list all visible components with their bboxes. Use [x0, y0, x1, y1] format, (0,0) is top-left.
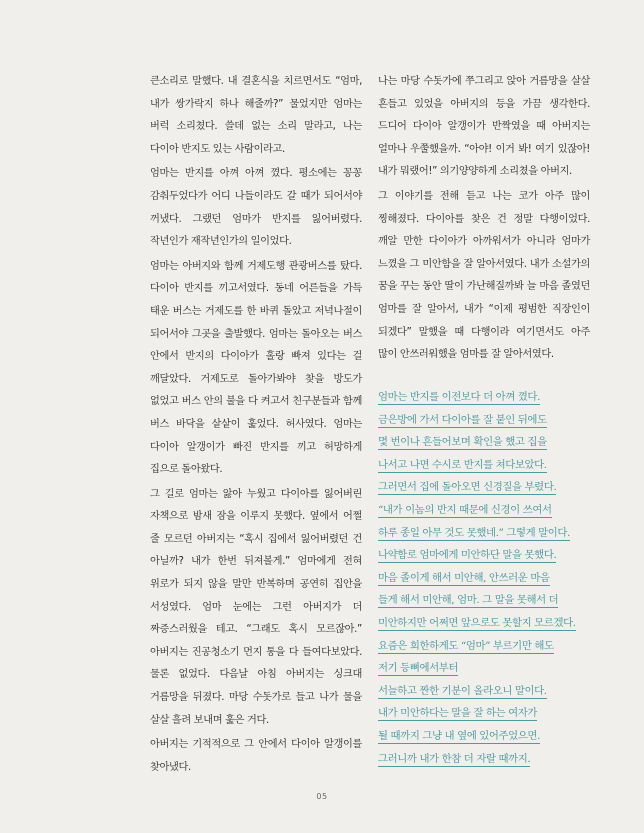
poem-line	[378, 544, 608, 567]
poem-line	[378, 386, 608, 409]
poem-line-text: 몇 번이나 흔들어보며 확인을 했고 집을	[378, 436, 547, 449]
poem-line-text: 요즘은 희한하게도 “엄마” 부르기만 해도	[378, 639, 554, 652]
poem-line-text: 그러니까 내가 한참 더 자랄 때까지.	[378, 752, 531, 765]
poem-line	[378, 635, 608, 658]
right-column	[378, 71, 590, 369]
paragraph: 엄마는 아버지와 함께 거제도행 관광버스를 탔다. 다이아 반지를 끼고서였다. 동네 어른들을 가득 태운 버스는 거제도를 한 바퀴 돌았고 저녁나절이 되어서야 그곳을 출발했다. 엄마는 돌아오는 버스 안에서 반지의 다이아가 홀랑 빠져 있다는 걸 깨달았다. 거제도로 돌아가봐야 찾을 방도가 없었고 버스 안의 불을 다 켜고서 친구분들과 함께 버스 바닥을 샅샅이 훑었다. 허사였다. 엄마는 다이아 알갱이가 빠진 반지를 끼고 허망하게 집으로 돌아왔다.	[150, 260, 362, 476]
poem-line	[378, 409, 608, 432]
paragraph: 큰소리로 말했다. 내 결혼식을 치르면서도 “엄마, 내가 쌍가락지 하나 해줄까?” 물었지만 엄마는 버럭 소리쳤다. 쓸데 없는 소리 말라고, 나는 다이아 반지도 있는 사람이라고.	[150, 76, 362, 155]
paragraph: 그 길로 엄마는 앓아 누웠고 다이아를 잃어버린 자책으로 밤새 잠을 이루지 못했다. 옆에서 어쩔 줄 모르던 아버지는 “혹시 집에서 잃어버렸던 건 아닐까? 내가 한번 뒤져볼게.” 엄마에게 전혀 위로가 되지 않을 말만 반복하며 공연히 집안을 서성였다. 엄마 눈에는 그런 아버지가 더 짜증스러웠을 테고. “그래도 혹시 모르잖아.” 아버지는 진공청소기 먼지 통을 다 들여다보았다. 물론 없었다. 다음날 아침 아버지는 싱크대 거름망을 뒤졌다. 마당 수돗가로 들고 나가 물을 살살 흘려 보내며 훑은 거다.	[150, 488, 362, 726]
poem-line	[378, 748, 608, 771]
poem-line	[378, 612, 608, 635]
poem-line-text: 내가 미안하다는 말을 잘 하는 여자가	[378, 707, 538, 720]
poem-line	[378, 476, 608, 499]
poem-line-text: 미안하지만 어쩌면 앞으로도 못할지 모르겠다.	[378, 616, 576, 629]
poem-line-text: “내가 이놈의 반지 때문에 신경이 쓰여서	[378, 503, 552, 516]
poem-line	[378, 589, 608, 612]
left-column	[150, 71, 362, 781]
poem-line-text: 나약함로 엄마에게 미안하단 말을 못했다.	[378, 549, 557, 562]
poem-line	[378, 657, 608, 680]
poem-line-text: 마음 졸이게 해서 미안해, 안쓰러운 마음	[378, 571, 550, 584]
paragraph: 그 이야기를 전해 듣고 나는 코가 아주 많이 찡해졌다. 다이아를 찾은 건 정말 다행이었다. 깨알 만한 다이아가 아까워서가 아니라 엄마가 느꼈을 그 미안함을 잘 알아서였다. 내가 소설가의 꿈을 꾸는 동안 딸이 가난해질까봐 늘 마음 졸였던 엄마를 잘 알아서, 내가 “이제 평범한 직장인이 되겠다” 말했을 때 다행이라 여기면서도 아주 많이 안쓰러워했을 엄마를 잘 알아서였다.	[378, 190, 590, 361]
poem-line-text: 들게 해서 미안해, 엄마. 그 말을 못해서 더	[378, 594, 559, 607]
poem-line-text: 금은방에 가서 다이아를 잘 붙인 뒤에도	[378, 413, 547, 426]
poem-line	[378, 522, 608, 545]
poem-line	[378, 702, 608, 725]
poem-line	[378, 567, 608, 590]
poem-line	[378, 680, 608, 703]
page-number: 05	[316, 792, 328, 801]
poem-line	[378, 725, 608, 748]
poem-line-text: 나서고 나면 수시로 반지를 쳐다보았다.	[378, 458, 547, 471]
poem-line	[378, 499, 608, 522]
paragraph: 엄마는 반지를 아껴 아껴 꼈다. 평소에는 꽁꽁 감춰두었다가 어디 나들이라도 갈 때가 되어서야 꺼냈다. 그랬던 엄마가 반지를 잃어버렸다. 작년인가 재작년인가의 일이었다.	[150, 168, 362, 248]
paragraph: 나는 마당 수돗가에 쭈그리고 앉아 거름망을 살살 흔들고 있었을 아버지의 등을 가끔 생각한다. 드디어 다이아 알갱이가 반짝였을 때 아버지는 얼마나 우쭐했을까. “아야! 이거 봐! 여기 있잖아! 내가 뭐랬어!” 의기양양하게 소리쳤을 아버지.	[378, 76, 590, 178]
poem-line-text: 그러면서 집에 돌아오면 신경질을 부렸다.	[378, 481, 557, 494]
poem-line-text: 될 때까지 그냥 내 옆에 있어주었으면.	[378, 729, 540, 742]
poem-line-text: 저기 등뼈에서부터	[378, 662, 459, 675]
paragraph: 아버지는 기적적으로 그 안에서 다이아 알갱이를 찾아냈다.	[150, 739, 362, 773]
poem-line-text: 엄마는 반지를 이전보다 더 아껴 꼈다.	[378, 391, 540, 403]
poem-line	[378, 454, 608, 477]
poem-line-text: 하루 종일 아무 것도 못했네.” 그렇게 말이다.	[378, 526, 570, 539]
poem-line-text: 서늘하고 짠한 기분이 올라오니 말이다.	[378, 684, 547, 697]
poem-block	[378, 386, 608, 770]
poem-line	[378, 431, 608, 454]
